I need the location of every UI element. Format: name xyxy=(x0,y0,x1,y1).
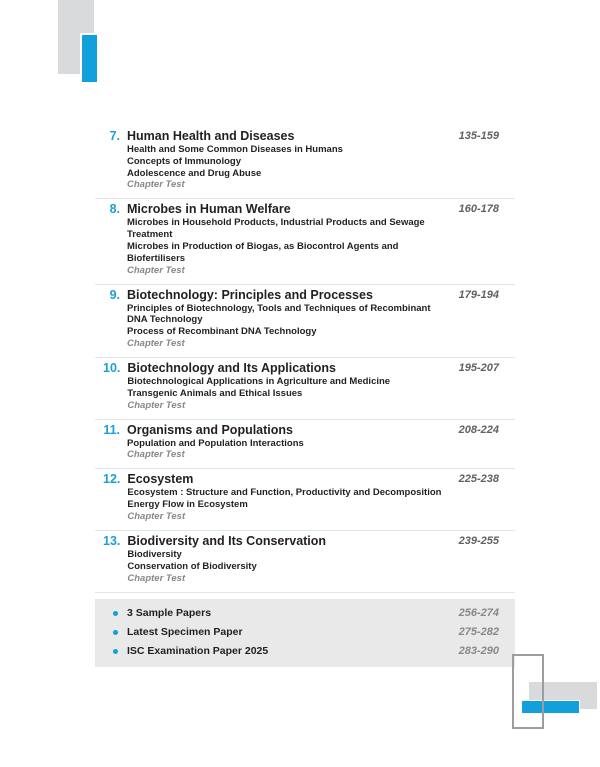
chapter-page-range: 239-255 xyxy=(458,534,499,547)
sample-papers-band xyxy=(95,599,515,667)
toc-chapter-8 xyxy=(95,199,515,284)
chapter-page-range: 208-224 xyxy=(458,423,499,436)
chapter-test-label: Chapter Test xyxy=(127,399,186,411)
chapter-page-range: 225-238 xyxy=(458,473,499,486)
bullet-icon xyxy=(113,611,118,616)
extra-label: 3 Sample Papers xyxy=(127,606,212,619)
bullet-cell xyxy=(103,642,120,654)
chapter-test-label: Chapter Test xyxy=(127,572,186,584)
chapter-body xyxy=(127,202,451,276)
chapter-title: Biodiversity and Its Conservation xyxy=(127,533,327,548)
chapter-body xyxy=(127,472,450,523)
chapter-topic: Concepts of Immunology xyxy=(127,155,241,167)
chapter-number: 7. xyxy=(109,129,120,143)
chapter-title: Biotechnology and Its Applications xyxy=(127,360,336,375)
chapter-body xyxy=(127,361,450,412)
chapter-title: Ecosystem xyxy=(127,472,194,487)
chapter-topic: Transgenic Animals and Ethical Issues xyxy=(127,387,303,399)
chapter-number: 13. xyxy=(103,533,121,548)
chapter-page-range: 179-194 xyxy=(458,288,499,301)
toc-chapter-10 xyxy=(95,358,515,420)
chapter-topic: Conservation of Biodiversity xyxy=(127,560,257,572)
extra-row-specimen-paper xyxy=(103,623,515,642)
toc-chapter-11 xyxy=(95,420,515,470)
chapter-topic: Health and Some Common Diseases in Humans xyxy=(127,144,343,155)
chapter-topic: Biodiversity xyxy=(127,548,182,560)
chapter-test-label: Chapter Test xyxy=(127,337,185,349)
chapter-title: Human Health and Diseases xyxy=(127,129,295,143)
extra-row-sample-papers xyxy=(103,604,515,623)
chapter-topic: Population and Population Interactions xyxy=(127,437,304,449)
chapter-body xyxy=(127,423,451,462)
bullet-icon xyxy=(113,649,118,654)
chapter-page-range: 195-207 xyxy=(458,361,499,374)
bullet-icon xyxy=(113,630,118,635)
extra-label: Latest Specimen Paper xyxy=(127,625,243,638)
bullet-cell xyxy=(103,623,120,635)
chapter-body xyxy=(127,129,451,191)
chapter-body xyxy=(127,288,451,350)
chapter-number: 11. xyxy=(103,422,120,437)
chapter-test-label: Chapter Test xyxy=(127,510,186,522)
chapter-title: Microbes in Human Welfare xyxy=(127,202,291,217)
chapter-page-range: 135-159 xyxy=(458,130,499,142)
chapter-body xyxy=(127,534,450,585)
toc-chapter-13 xyxy=(95,531,515,593)
chapter-number: 10. xyxy=(103,360,121,375)
table-of-contents xyxy=(95,126,515,667)
chapter-topic: Biotechnological Applications in Agriculture and Medicine xyxy=(127,375,391,387)
bullet-cell xyxy=(103,604,120,616)
chapter-topic: Principles of Biotechnology, Tools and Techniques of Recombinant DNA Technology xyxy=(127,302,431,326)
chapter-topic: Microbes in Household Products, Industrial Products and Sewage Treatment xyxy=(127,217,425,241)
toc-chapter-12 xyxy=(95,469,515,531)
toc-chapter-7 xyxy=(95,126,515,199)
extra-page-range: 256-274 xyxy=(458,606,499,619)
extra-label: ISC Examination Paper 2025 xyxy=(127,644,269,657)
chapter-number: 8. xyxy=(109,202,120,217)
bottom-right-outlined-rectangle xyxy=(512,654,544,729)
extra-page-range: 283-290 xyxy=(458,644,499,657)
chapter-test-label: Chapter Test xyxy=(127,264,185,276)
extra-page-range: 275-282 xyxy=(458,625,499,638)
chapter-topic: Microbes in Production of Biogas, as Biocontrol Agents and Biofertilisers xyxy=(127,240,399,264)
chapter-topic: Energy Flow in Ecosystem xyxy=(127,499,248,511)
chapter-title: Biotechnology: Principles and Processes xyxy=(127,287,373,302)
chapter-page-range: 160-178 xyxy=(458,203,499,216)
chapter-topic: Adolescence and Drug Abuse xyxy=(127,167,262,179)
extra-row-isc-exam-paper xyxy=(103,642,515,661)
chapter-topic: Process of Recombinant DNA Technology xyxy=(127,326,317,338)
top-left-cyan-rectangle xyxy=(80,33,99,84)
chapter-test-label: Chapter Test xyxy=(127,179,185,191)
chapter-topic: Ecosystem : Structure and Function, Productivity and Decomposition xyxy=(127,487,442,499)
chapter-test-label: Chapter Test xyxy=(127,449,185,461)
chapter-number: 9. xyxy=(109,287,120,302)
chapter-number: 12. xyxy=(103,472,121,487)
toc-chapter-9 xyxy=(95,285,515,358)
chapter-title: Organisms and Populations xyxy=(127,422,293,437)
